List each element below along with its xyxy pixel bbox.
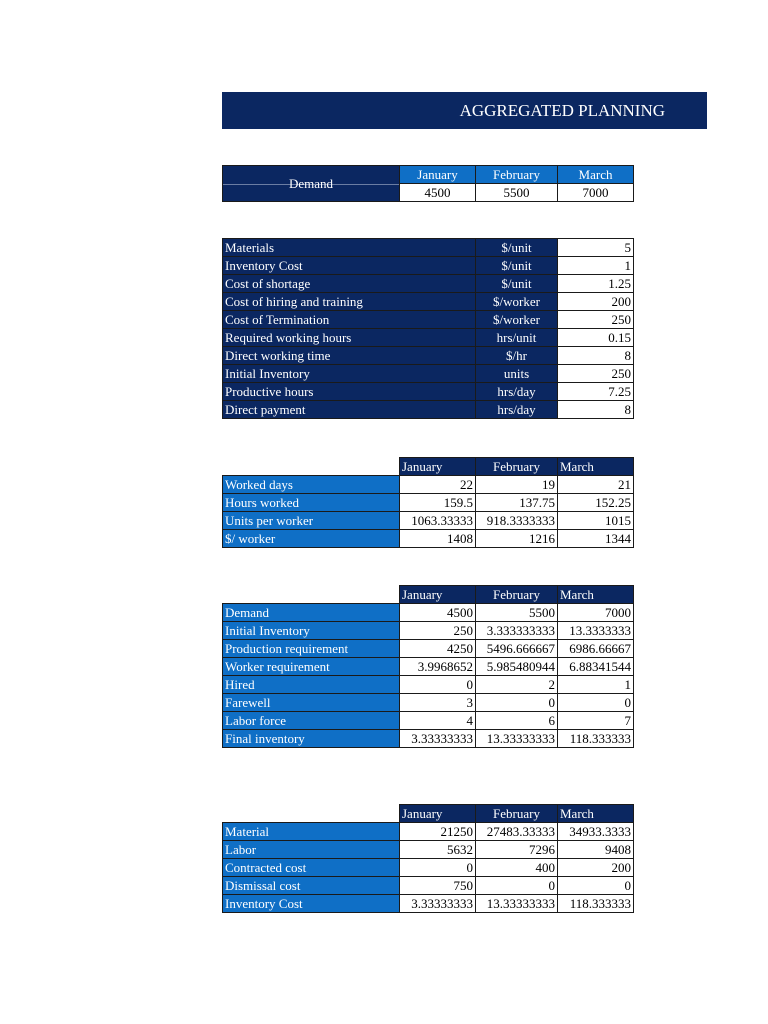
parameter-name[interactable]: Productive hours [223,383,476,401]
value-cell[interactable]: 2 [476,676,558,694]
value-cell[interactable]: 137.75 [476,494,558,512]
month-header[interactable]: February [476,458,558,476]
value-cell[interactable]: 4 [400,712,476,730]
value-cell[interactable]: 9408 [558,841,634,859]
table-row [223,712,634,730]
value-cell[interactable]: 1408 [400,530,476,548]
value-cell[interactable]: 1216 [476,530,558,548]
row-label[interactable]: Material [223,823,400,841]
value-cell[interactable]: 750 [400,877,476,895]
month-header[interactable]: March [558,586,634,604]
table-row [223,730,634,748]
value-cell[interactable]: 0 [558,877,634,895]
row-label[interactable]: Final inventory [223,730,400,748]
parameter-name[interactable]: Cost of shortage [223,275,476,293]
value-cell[interactable]: 6 [476,712,558,730]
value-cell[interactable]: 7296 [476,841,558,859]
value-cell[interactable]: 1015 [558,512,634,530]
parameter-row [223,401,634,419]
table-row [223,658,634,676]
header-row [223,805,634,823]
row-label[interactable]: Dismissal cost [223,877,400,895]
value-cell[interactable]: 27483.33333 [476,823,558,841]
parameter-value[interactable]: 1.25 [558,275,634,293]
parameter-name[interactable]: Direct payment [223,401,476,419]
month-header[interactable]: March [558,805,634,823]
value-cell[interactable]: 6.88341544 [558,658,634,676]
value-cell[interactable]: 250 [400,622,476,640]
row-label[interactable]: Production requirement [223,640,400,658]
value-cell[interactable]: 0 [558,694,634,712]
month-header[interactable]: March [558,166,634,184]
parameter-row [223,239,634,257]
value-cell[interactable]: 0 [476,877,558,895]
value-cell[interactable]: 5632 [400,841,476,859]
row-label[interactable]: $/ worker [223,530,400,548]
row-label[interactable]: Contracted cost [223,859,400,877]
value-cell[interactable]: 13.33333333 [476,730,558,748]
parameter-unit[interactable]: $/worker [476,293,558,311]
header-row [223,586,634,604]
table-row [223,676,634,694]
parameter-row [223,329,634,347]
value-cell[interactable]: 1344 [558,530,634,548]
table-row [223,823,634,841]
empty-corner [223,458,400,476]
parameter-name[interactable]: Cost of hiring and training [223,293,476,311]
value-cell[interactable]: 5496.666667 [476,640,558,658]
value-cell[interactable]: 918.3333333 [476,512,558,530]
month-header[interactable]: January [400,166,476,184]
month-header[interactable]: February [476,166,558,184]
empty-corner [223,586,400,604]
value-cell[interactable]: 0 [400,676,476,694]
row-label[interactable]: Units per worker [223,512,400,530]
parameter-value[interactable]: 8 [558,401,634,419]
month-header[interactable]: January [400,458,476,476]
demand-label-cell[interactable] [223,166,400,202]
value-cell[interactable]: 4500 [400,604,476,622]
value-cell[interactable]: 4250 [400,640,476,658]
parameter-row [223,293,634,311]
parameter-unit[interactable]: $/unit [476,275,558,293]
parameter-row [223,383,634,401]
parameter-row [223,257,634,275]
parameter-unit[interactable]: hrs/day [476,401,558,419]
month-header[interactable]: March [558,458,634,476]
value-cell[interactable]: 21250 [400,823,476,841]
parameter-unit[interactable]: $/hr [476,347,558,365]
page-title-banner [222,92,707,129]
production-table [222,585,634,748]
value-cell[interactable]: 22 [400,476,476,494]
parameter-unit[interactable]: hrs/day [476,383,558,401]
value-cell[interactable]: 13.33333333 [476,895,558,913]
table-row [223,694,634,712]
parameter-value[interactable]: 8 [558,347,634,365]
table-row [223,512,634,530]
value-cell[interactable]: 21 [558,476,634,494]
parameter-row [223,347,634,365]
row-label[interactable]: Worker requirement [223,658,400,676]
parameter-unit[interactable]: $/unit [476,257,558,275]
table-row [223,494,634,512]
row-label[interactable]: Hired [223,676,400,694]
parameter-value[interactable]: 200 [558,293,634,311]
parameter-name[interactable]: Initial Inventory [223,365,476,383]
value-cell[interactable]: 3.33333333 [400,730,476,748]
parameter-unit[interactable]: $/unit [476,239,558,257]
value-cell[interactable]: 400 [476,859,558,877]
parameter-name[interactable]: Inventory Cost [223,257,476,275]
value-cell[interactable]: 3 [400,694,476,712]
table-row [223,841,634,859]
value-cell[interactable]: 5.985480944 [476,658,558,676]
parameter-unit[interactable]: units [476,365,558,383]
demand-value[interactable]: 7000 [558,184,634,202]
value-cell[interactable]: 159.5 [400,494,476,512]
page-title: AGGREGATED PLANNING [459,100,665,120]
row-label[interactable]: Worked days [223,476,400,494]
parameter-name[interactable]: Cost of Termination [223,311,476,329]
row-label[interactable]: Labor force [223,712,400,730]
value-cell[interactable]: 6986.66667 [558,640,634,658]
parameter-unit[interactable]: hrs/unit [476,329,558,347]
value-cell[interactable]: 7 [558,712,634,730]
value-cell[interactable]: 13.3333333 [558,622,634,640]
value-cell[interactable]: 1 [558,676,634,694]
parameter-row [223,311,634,329]
parameter-name[interactable]: Direct working time [223,347,476,365]
parameter-value[interactable]: 5 [558,239,634,257]
empty-corner [223,805,400,823]
value-cell[interactable]: 3.33333333 [400,895,476,913]
demand-value[interactable]: 4500 [400,184,476,202]
table-row [223,877,634,895]
parameter-name[interactable]: Required working hours [223,329,476,347]
row-label[interactable]: Demand [223,604,400,622]
row-label[interactable]: Inventory Cost [223,895,400,913]
value-cell[interactable]: 0 [400,859,476,877]
parameter-row [223,365,634,383]
value-cell[interactable]: 19 [476,476,558,494]
row-label[interactable]: Initial Inventory [223,622,400,640]
month-header[interactable]: February [476,586,558,604]
demand-table [222,165,634,202]
parameter-value[interactable]: 250 [558,311,634,329]
table-row [223,622,634,640]
month-header[interactable]: February [476,805,558,823]
value-cell[interactable]: 3.9968652 [400,658,476,676]
table-row [223,859,634,877]
table-row [223,530,634,548]
value-cell[interactable]: 118.333333 [558,895,634,913]
parameters-table [222,238,634,419]
value-cell[interactable]: 7000 [558,604,634,622]
value-cell[interactable]: 5500 [476,604,558,622]
header-row [223,458,634,476]
value-cell[interactable]: 1063.33333 [400,512,476,530]
parameter-row [223,275,634,293]
value-cell[interactable]: 0 [476,694,558,712]
month-header[interactable]: January [400,586,476,604]
value-cell[interactable]: 118.333333 [558,730,634,748]
table-row [223,895,634,913]
table-row [223,604,634,622]
row-label[interactable]: Farewell [223,694,400,712]
value-cell[interactable]: 34933.3333 [558,823,634,841]
row-label[interactable]: Labor [223,841,400,859]
demand-label: Demand [288,176,334,191]
parameter-value[interactable]: 7.25 [558,383,634,401]
cost-table [222,804,634,913]
value-cell[interactable]: 152.25 [558,494,634,512]
parameter-value[interactable]: 0.15 [558,329,634,347]
parameter-value[interactable]: 250 [558,365,634,383]
parameter-unit[interactable]: $/worker [476,311,558,329]
demand-value[interactable]: 5500 [476,184,558,202]
row-label[interactable]: Hours worked [223,494,400,512]
value-cell[interactable]: 3.333333333 [476,622,558,640]
table-row [223,476,634,494]
table-row [223,640,634,658]
value-cell[interactable]: 200 [558,859,634,877]
parameter-name[interactable]: Materials [223,239,476,257]
month-header[interactable]: January [400,805,476,823]
workers-table [222,457,634,548]
parameter-value[interactable]: 1 [558,257,634,275]
